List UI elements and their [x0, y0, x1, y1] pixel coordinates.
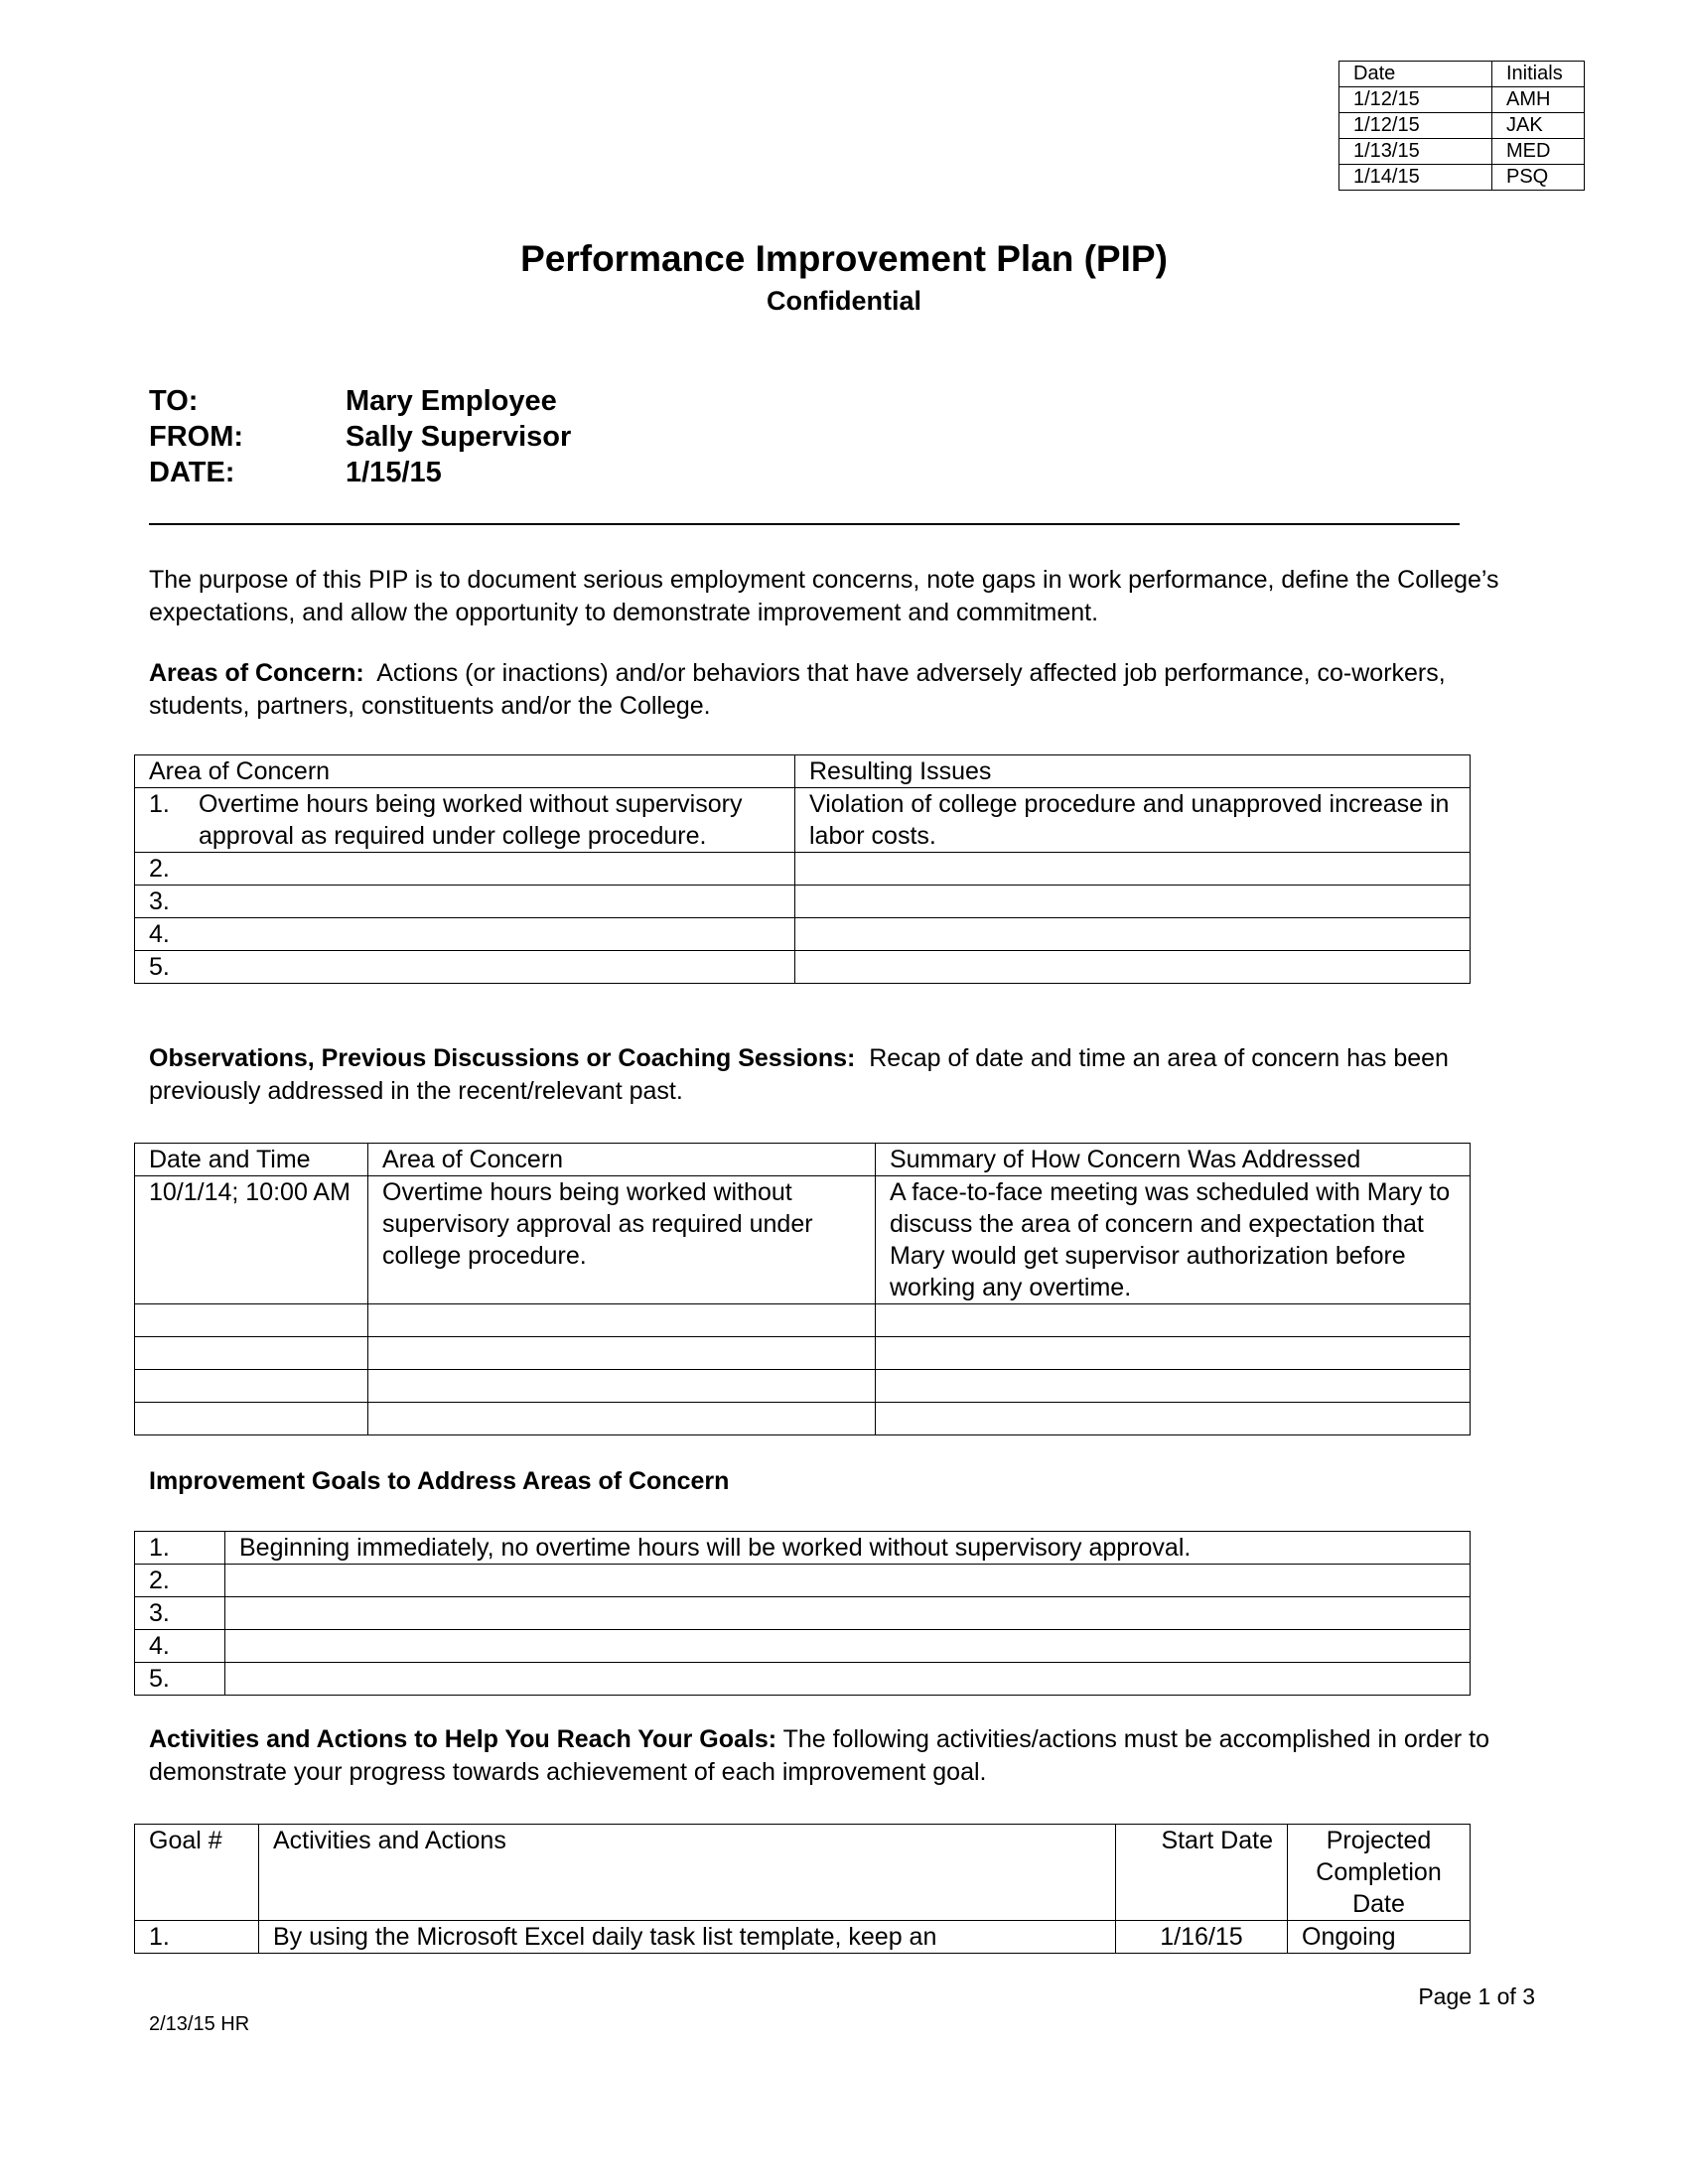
- goal-text: [225, 1565, 1471, 1597]
- table-row: [135, 1532, 1471, 1565]
- row-number: 5.: [149, 953, 170, 981]
- concern-cell: [135, 918, 795, 951]
- activities-heading: Activities and Actions to Help You Reach Your Goals:: [149, 1725, 777, 1753]
- concern-cell: [135, 788, 795, 853]
- initials-row: [1339, 113, 1585, 139]
- concern-cell: [368, 1304, 876, 1337]
- initials-date: 1/14/15: [1339, 165, 1492, 191]
- goal-text: [225, 1597, 1471, 1630]
- header-start-date: Start Date: [1116, 1825, 1288, 1921]
- row-number: 2.: [149, 855, 170, 883]
- document-title: Performance Improvement Plan (PIP): [520, 238, 1168, 279]
- table-row: [135, 1921, 1471, 1954]
- initials-value: MED: [1492, 139, 1585, 165]
- areas-of-concern-table: [134, 754, 1471, 984]
- table-row: [135, 1663, 1471, 1696]
- initials-value: JAK: [1492, 113, 1585, 139]
- table-row: [135, 1565, 1471, 1597]
- activity-text: By using the Microsoft Excel daily task list template, keep an: [259, 1921, 1116, 1954]
- issue-cell: [795, 951, 1471, 984]
- datetime-cell: [135, 1403, 368, 1435]
- table-header-row: [135, 1144, 1471, 1176]
- header-projected-completion: Projected Completion Date: [1288, 1825, 1471, 1921]
- issue-cell: [795, 886, 1471, 918]
- datetime-cell: [135, 1304, 368, 1337]
- document-subtitle: Confidential: [767, 286, 921, 316]
- improvement-goals-heading: Improvement Goals to Address Areas of Concern: [149, 1467, 730, 1495]
- row-number: 1.: [149, 790, 170, 818]
- memo-from-value: Sally Supervisor: [346, 421, 572, 453]
- table-row: [135, 853, 1471, 886]
- table-row: [135, 886, 1471, 918]
- initials-header-date: Date: [1339, 62, 1492, 87]
- table-row: [135, 918, 1471, 951]
- observations-intro: [149, 1042, 1539, 1108]
- row-number: 4.: [149, 920, 170, 948]
- goal-number: 2.: [135, 1565, 225, 1597]
- goal-number: 5.: [135, 1663, 225, 1696]
- table-row: [135, 1597, 1471, 1630]
- initials-header-row: [1339, 62, 1585, 87]
- datetime-cell: [135, 1337, 368, 1370]
- initials-row: [1339, 139, 1585, 165]
- initials-date: 1/13/15: [1339, 139, 1492, 165]
- areas-of-concern-intro: [149, 657, 1539, 723]
- summary-cell: [876, 1304, 1471, 1337]
- summary-cell: [876, 1403, 1471, 1435]
- activity-goal-number: 1.: [135, 1921, 259, 1954]
- concern-cell: [135, 951, 795, 984]
- header-goal-number: Goal #: [135, 1825, 259, 1921]
- summary-cell: [876, 1337, 1471, 1370]
- concern-cell: [135, 853, 795, 886]
- summary-cell: [876, 1370, 1471, 1403]
- concern-cell: [368, 1403, 876, 1435]
- table-row: [135, 1176, 1471, 1304]
- goal-text: [225, 1663, 1471, 1696]
- goal-text: Beginning immediately, no overtime hours will be worked without supervisory approval.: [225, 1532, 1471, 1565]
- concern-cell: [368, 1370, 876, 1403]
- table-row: [135, 1630, 1471, 1663]
- issue-cell: [795, 918, 1471, 951]
- datetime-cell: 10/1/14; 10:00 AM: [135, 1176, 368, 1304]
- improvement-goals-table: [134, 1531, 1471, 1696]
- purpose-paragraph: The purpose of this PIP is to document serious employment concerns, note gaps in work performance, define the College’s expectations, and allow the opportunity to demonstrate improvement and commitment.: [149, 566, 1499, 626]
- memo-to-value: Mary Employee: [346, 385, 557, 417]
- table-row: [135, 951, 1471, 984]
- initials-value: AMH: [1492, 87, 1585, 113]
- memo-to-label: TO:: [149, 385, 199, 417]
- activity-completion-date: Ongoing: [1288, 1921, 1471, 1954]
- activities-table: [134, 1824, 1471, 1954]
- goal-number: 3.: [135, 1597, 225, 1630]
- issue-cell: [795, 853, 1471, 886]
- initials-header-initials: Initials: [1492, 62, 1585, 87]
- header-summary: Summary of How Concern Was Addressed: [876, 1144, 1471, 1176]
- initials-value: PSQ: [1492, 165, 1585, 191]
- page-number: Page 1 of 3: [1418, 1983, 1535, 2009]
- table-row: [135, 1370, 1471, 1403]
- table-header-row: [135, 755, 1471, 788]
- memo-date-value: 1/15/15: [346, 457, 442, 488]
- initials-row: [1339, 87, 1585, 113]
- observations-heading: Observations, Previous Discussions or Coaching Sessions:: [149, 1044, 856, 1072]
- summary-cell: A face-to-face meeting was scheduled with Mary to discuss the area of concern and expectation that Mary would get supervisor authorization before working any overtime.: [876, 1176, 1471, 1304]
- concern-cell: Overtime hours being worked without supervisory approval as required under college procedure.: [368, 1176, 876, 1304]
- datetime-cell: [135, 1370, 368, 1403]
- concern-cell: [368, 1337, 876, 1370]
- activity-start-date: 1/16/15: [1116, 1921, 1288, 1954]
- memo-date-label: DATE:: [149, 457, 235, 488]
- areas-of-concern-heading: Areas of Concern:: [149, 659, 364, 687]
- goal-number: 1.: [135, 1532, 225, 1565]
- areas-of-concern-text: Actions (or inactions) and/or behaviors that have adversely affected job performance, co-workers, students, partners, constituents and/or the College.: [149, 659, 1446, 720]
- table-row: [135, 1304, 1471, 1337]
- header-activities: Activities and Actions: [259, 1825, 1116, 1921]
- concern-text: Overtime hours being worked without supervisory approval as required under college procedure.: [199, 790, 743, 850]
- observations-text: Recap of date and time an area of concern has been previously addressed in the recent/relevant past.: [149, 1044, 1449, 1105]
- initials-date: 1/12/15: [1339, 87, 1492, 113]
- row-number: 3.: [149, 887, 170, 915]
- table-row: [135, 1337, 1471, 1370]
- header-resulting-issues: Resulting Issues: [795, 755, 1471, 788]
- header-area-of-concern: Area of Concern: [368, 1144, 876, 1176]
- header-date-and-time: Date and Time: [135, 1144, 368, 1176]
- initials-row: [1339, 165, 1585, 191]
- header-area-of-concern: Area of Concern: [135, 755, 795, 788]
- goal-number: 4.: [135, 1630, 225, 1663]
- table-row: [135, 788, 1471, 853]
- initials-date: 1/12/15: [1339, 113, 1492, 139]
- table-header-row: [135, 1825, 1471, 1921]
- initials-log-table: [1338, 61, 1585, 191]
- footer-revision-date: 2/13/15 HR: [149, 2013, 250, 2035]
- table-row: [135, 1403, 1471, 1435]
- observations-table: [134, 1143, 1471, 1435]
- goal-text: [225, 1630, 1471, 1663]
- memo-divider: [149, 523, 1460, 525]
- activities-intro: [149, 1723, 1539, 1789]
- concern-cell: [135, 886, 795, 918]
- issue-cell: Violation of college procedure and unapproved increase in labor costs.: [795, 788, 1471, 853]
- memo-from-label: FROM:: [149, 421, 244, 453]
- activities-text: The following activities/actions must be accomplished in order to demonstrate your progress towards achievement of each improvement goal.: [149, 1725, 1490, 1786]
